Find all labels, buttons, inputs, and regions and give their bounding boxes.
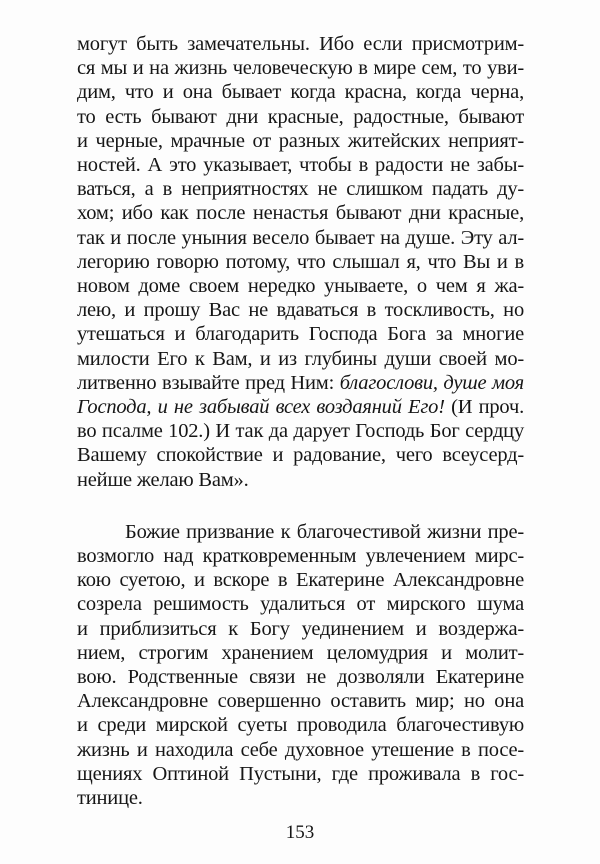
text-line (77, 322, 524, 346)
line-text: (И проч. (444, 396, 524, 419)
italic-quote-text: благослови, душе моя (339, 371, 525, 394)
text-line (77, 419, 524, 443)
text-line (77, 568, 524, 592)
line-text: милости Его к Вам, и из глубины души своей мо- (77, 347, 524, 370)
line-text: то есть бывают дни красные, радостные, бывают (77, 105, 524, 128)
line-text: могут быть замечательны. Ибо если присмотрим- (77, 33, 524, 55)
line-text: нием, строгим хранением целомудрия и молит- (77, 641, 524, 664)
text-line (77, 641, 524, 665)
text-line (77, 250, 524, 274)
line-text: жизнь и находила себе духовное утешение в посе- (77, 738, 524, 761)
paragraph (77, 520, 524, 810)
italic-quote-text: Господа, и не забывай всех воздаяний Его! (77, 396, 445, 419)
line-text: ся мы и на жизнь человеческую в мире сем, то уви- (77, 57, 524, 80)
text-line (77, 544, 524, 568)
text-line (77, 713, 524, 737)
text-line (77, 665, 524, 689)
text-line (77, 738, 524, 762)
line-text: Вашему спокойствие и радование, чего всеусерд- (77, 444, 524, 467)
line-text: нейше желаю Вам». (77, 468, 249, 491)
line-text: вою. Родственные связи не дозволяли Екатерине (77, 666, 524, 689)
page-number: 153 (285, 822, 315, 843)
line-text: и среди мирской суеты проводила благочестивую (77, 714, 524, 737)
text-line (77, 689, 524, 713)
text-line (77, 347, 524, 371)
text-line (77, 32, 524, 56)
line-text: и черные, мрачные от разных житейских неприят- (77, 129, 524, 152)
line-text: литвенно взывайте пред Ним: (77, 371, 340, 394)
text-line (77, 177, 524, 201)
text-line (77, 786, 524, 810)
line-text: щениях Оптиной Пустыни, где проживала в гос- (77, 762, 524, 785)
text-line (77, 617, 524, 641)
text-line (77, 592, 524, 616)
text-line (77, 468, 524, 492)
text-line (77, 395, 524, 419)
text-line (77, 226, 524, 250)
line-text: хом; ибо как после ненастья бывают дни красные, (77, 202, 524, 225)
line-text: и приблизиться к Богу уединением и воздержа- (77, 617, 524, 640)
line-text: Александровне совершенно оставить мир; но она (77, 690, 524, 713)
text-line (77, 520, 524, 544)
text-line (77, 56, 524, 80)
line-text: Божие призвание к благочестивой жизни пре- (125, 520, 524, 543)
text-line (77, 105, 524, 129)
text-line (77, 298, 524, 322)
line-text: возмогло над кратковременным увлечением мирс- (77, 545, 524, 568)
text-line (77, 371, 524, 395)
line-text: созрела решимость удалиться от мирского шума (77, 593, 524, 616)
text-line (77, 80, 524, 104)
text-line (77, 762, 524, 786)
line-text: новом доме своем нередко унываете, о чем я жа- (77, 275, 524, 298)
line-text: во псалме 102.) И так да дарует Господь Бог сердцу (77, 420, 524, 443)
text-line (77, 443, 524, 467)
line-text: дим, что и она бывает когда красна, когда черна, (77, 81, 524, 104)
paragraph (77, 32, 524, 492)
text-line (77, 274, 524, 298)
line-text: кою суетою, и вскоре в Екатерине Александровне (77, 569, 524, 592)
line-text: утешаться и благодарить Господа Бога за многие (77, 323, 524, 346)
body-text (77, 32, 524, 810)
line-text: лею, и прошу Вас не вдаваться в тоскливость, но (77, 299, 524, 322)
line-text: так и после уныния весело бывает на душе. Эту ал- (77, 226, 524, 249)
line-text: тинице. (77, 787, 143, 810)
text-line (77, 153, 524, 177)
line-text: ваться, а в неприятностях не слишком падать ду- (77, 178, 524, 201)
text-line (77, 129, 524, 153)
line-text: легорию говорю потому, что слышал я, что Вы и в (77, 250, 524, 273)
line-text: ностей. А это указывает, чтобы в радости не забы- (77, 154, 524, 177)
text-line (77, 201, 524, 225)
